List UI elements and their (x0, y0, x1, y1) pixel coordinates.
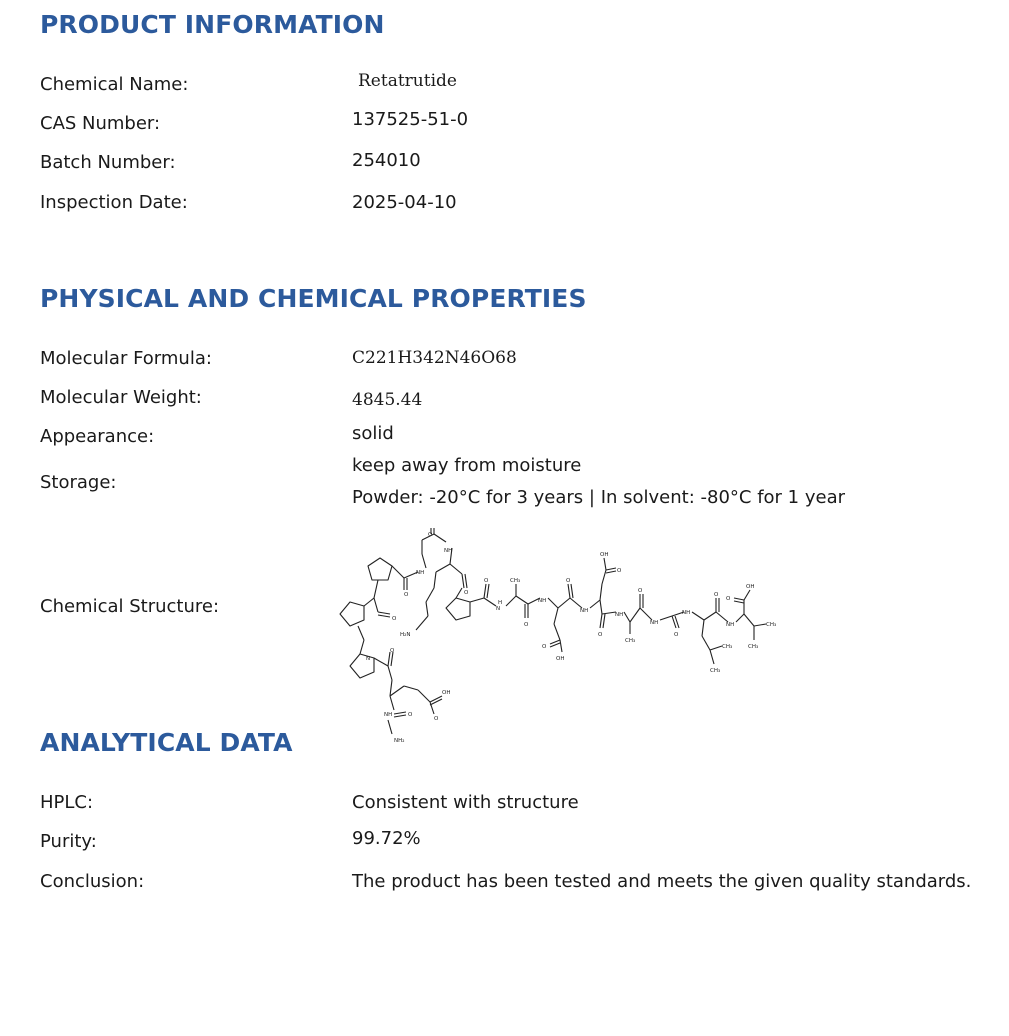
atom-label-h2n: H₂N (400, 632, 411, 638)
atom-label-hn: NH (384, 712, 393, 718)
molecular-formula-label: Molecular Formula: (40, 348, 212, 369)
atom-label-o: O (390, 648, 395, 654)
atom-label-o: O (464, 590, 469, 596)
atom-label-ch3: CH₃ (722, 644, 733, 650)
section-heading-product-information: PRODUCT INFORMATION (40, 10, 385, 39)
atom-label-oh: OH (746, 584, 755, 590)
chemical-name-value: Retatrutide (358, 71, 457, 91)
appearance-label: Appearance: (40, 426, 155, 447)
atom-label-oh: OH (556, 656, 565, 662)
atom-label-oh: OH (600, 552, 609, 558)
atom-label-ch3: CH₃ (748, 644, 759, 650)
molecular-formula-value: C221H342N46O68 (352, 348, 517, 368)
atom-label-nh: NH (538, 598, 547, 604)
section-heading-analytical-data: ANALYTICAL DATA (40, 728, 293, 757)
atom-label-o: O (714, 592, 719, 598)
molecular-weight-value: 4845.44 (352, 390, 423, 410)
atom-label-n: N (366, 656, 371, 662)
atom-label-nh: NH (726, 622, 735, 628)
atom-label-o: O (434, 716, 439, 722)
atom-label-o: O (428, 532, 433, 538)
atom-label-o: O (524, 622, 529, 628)
atom-label-oh: OH (442, 690, 451, 696)
atom-label-o: O (598, 632, 603, 638)
purity-label: Purity: (40, 831, 97, 852)
atom-label-o: O (638, 588, 643, 594)
hplc-label: HPLC: (40, 792, 94, 813)
storage-value-line1: keep away from moisture (352, 455, 582, 476)
atom-label-o: O (392, 616, 397, 622)
atom-label-o: O (726, 596, 731, 602)
atom-label-ch3: CH₃ (710, 668, 721, 674)
hplc-value: Consistent with structure (352, 792, 579, 813)
atom-label-ch3: CH₃ (625, 638, 636, 644)
atom-label-ch3: CH₃ (766, 622, 777, 628)
storage-value-line2: Powder: -20°C for 3 years | In solvent: -80°C for 1 year (352, 487, 845, 508)
storage-label: Storage: (40, 472, 117, 493)
atom-label-o: O (617, 568, 622, 574)
conclusion-value: The product has been tested and meets the given quality standards. (352, 871, 972, 892)
atom-label-h: H (498, 600, 503, 606)
atom-label-o: O (542, 644, 547, 650)
atom-label-o: O (408, 712, 413, 718)
atom-label-ch3: CH₃ (510, 578, 521, 584)
chemical-structure-label: Chemical Structure: (40, 596, 220, 617)
atom-label-o: O (674, 632, 679, 638)
atom-label-nh: NH (650, 620, 659, 626)
conclusion-label: Conclusion: (40, 871, 145, 892)
cas-number-label: CAS Number: (40, 113, 161, 134)
atom-label-o: O (484, 578, 489, 584)
purity-value: 99.72% (352, 828, 421, 849)
chemical-name-label: Chemical Name: (40, 74, 189, 95)
inspection-date-label: Inspection Date: (40, 192, 188, 213)
section-heading-physical-chemical: PHYSICAL AND CHEMICAL PROPERTIES (40, 284, 587, 313)
atom-label-n: N (496, 606, 501, 612)
atom-label-nh2: NH₂ (394, 738, 405, 744)
atom-label-nh: NH (444, 548, 453, 554)
appearance-value: solid (352, 423, 394, 444)
atom-label-nh: NH (682, 610, 691, 616)
atom-label-o: O (566, 578, 571, 584)
molecular-weight-label: Molecular Weight: (40, 387, 202, 408)
atom-label-nh: NH (615, 612, 624, 618)
batch-number-label: Batch Number: (40, 152, 176, 173)
atom-label-nh: NH (580, 608, 589, 614)
atom-label-nh: NH (416, 570, 425, 576)
inspection-date-value: 2025-04-10 (352, 192, 457, 213)
cas-number-value: 137525-51-0 (352, 109, 469, 130)
batch-number-value: 254010 (352, 150, 421, 171)
chemical-structure-diagram (330, 528, 790, 754)
atom-label-o: O (404, 592, 409, 598)
